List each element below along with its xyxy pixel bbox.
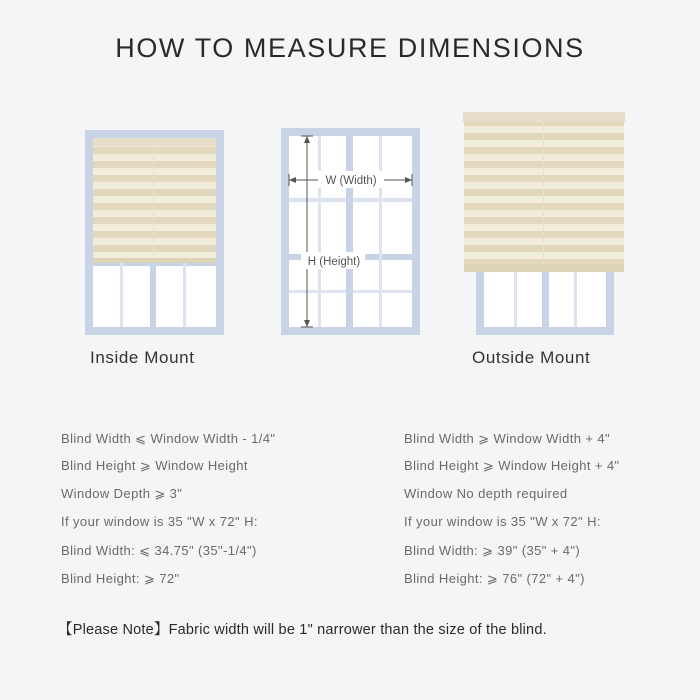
inside-spec-line: Blind Height: ⩾ 72" — [61, 571, 180, 586]
outside-spec-line: Blind Width: ⩾ 39" (35" + 4") — [404, 543, 581, 558]
inside-spec-line: If your window is 35 "W x 72" H: — [61, 514, 258, 529]
inside-spec-line: Blind Width: ⩽ 34.75" (35"-1/4") — [61, 543, 257, 558]
outside-spec-line: Window No depth required — [404, 486, 568, 501]
outside-mount-window — [463, 112, 625, 335]
outside-spec-line: Blind Width ⩾ Window Width + 4" — [404, 431, 611, 446]
outside-mount-blind — [463, 112, 625, 272]
inside-mount-caption: Inside Mount — [90, 348, 195, 367]
measure-window — [281, 128, 420, 335]
inside-spec-line: Window Depth ⩾ 3" — [61, 486, 183, 501]
width-label: W (Width) — [325, 175, 377, 187]
height-label: H (Height) — [307, 256, 361, 268]
page-title: HOW TO MEASURE DIMENSIONS — [115, 33, 585, 63]
outside-spec-line: Blind Height: ⩾ 76" (72" + 4") — [404, 571, 585, 586]
outside-mount-caption: Outside Mount — [472, 348, 591, 367]
inside-spec-line: Blind Height ⩾ Window Height — [61, 458, 248, 473]
inside-spec-line: Blind Width ⩽ Window Width - 1/4" — [61, 431, 276, 446]
inside-mount-blind — [93, 138, 216, 263]
outside-spec-line: Blind Height ⩾ Window Height + 4" — [404, 458, 620, 473]
please-note: 【Please Note】Fabric width will be 1" narrower than the size of the blind. — [58, 622, 547, 638]
inside-mount-window — [85, 130, 224, 335]
outside-spec-line: If your window is 35 "W x 72" H: — [404, 514, 601, 529]
